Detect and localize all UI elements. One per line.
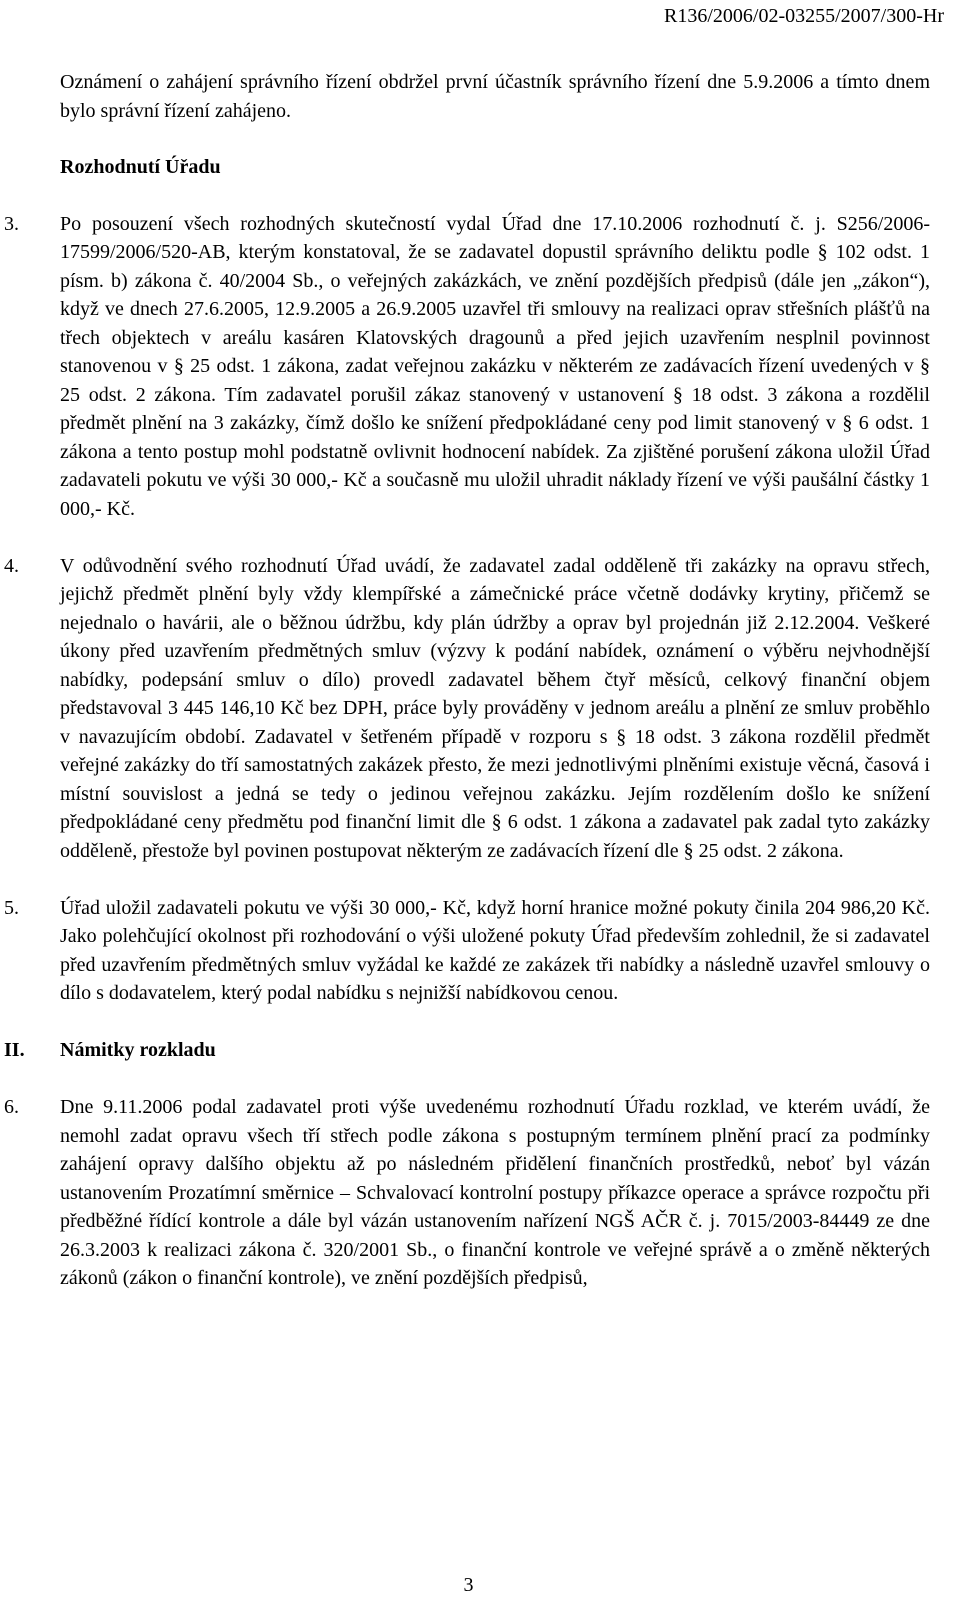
numbered-paragraph-5 [4,894,930,1008]
intro-paragraph: Oznámení o zahájení správního řízení obdržel první účastník správního řízení dne 5.9.2006 a tímto dnem bylo správní řízení zahájeno. [60,71,930,122]
paragraph-number: 3. [4,212,19,235]
section-number: II. [4,1039,25,1061]
numbered-paragraph-4 [4,552,930,866]
paragraph-text: Dne 9.11.2006 podal zadavatel proti výše uvedenému rozhodnutí Úřadu rozklad, ve kterém uvádí, že nemohl zadat opravu všech tří střech podle zákona s postupným termínem plnění prací za podmínky zahájení opravy dalšího objektu až po následném přidělení finančních prostředků, neboť byl vázán ustanovením Prozatímní směrnice – Schvalovací kontrolní postupy příkazce operace a správce rozpočtu při předběžné řídící kontrole a dále byl vázán ustanovením nařízení NGŠ AČR č. j. 7015/2003-84449 ze dne 26.3.2003 k realizaci zákona č. 320/2001 Sb., o finanční kontrole ve veřejné správě a o změně některých zákonů (zákon o finanční kontrole), ve znění pozdějších předpisů, [60,1096,930,1289]
page-number: 3 [463,1574,474,1596]
numbered-paragraph-6 [4,1093,930,1293]
document-body [4,68,930,1321]
numbered-paragraph-3 [4,210,930,524]
section-heading [4,1036,930,1065]
paragraph-number: 5. [4,896,19,919]
paragraph-number: 4. [4,554,19,577]
paragraph-text: Po posouzení všech rozhodných skutečností vydal Úřad dne 17.10.2006 rozhodnutí č. j. S256/2006-17599/2006/520-AB, kterým konstatoval, že se zadavatel dopustil správního deliktu podle § 102 odst. 1 písm. b) zákona č. 40/2004 Sb., o veřejných zakázkách, ve znění pozdějších předpisů (dále jen „zákon“), když ve dnech 27.6.2005, 12.9.2005 a 26.9.2005 uzavřel tři smlouvy na realizaci oprav střešních plášťů na třech objektech v areálu kasáren Klatovských dragounů a před jejich uzavřením nesplnil povinnost stanovenou v § 25 odst. 1 zákona, zadat veřejnou zakázku v některém ze zadávacích řízení uvedených v § 25 odst. 2 zákona. Tím zadavatel porušil zákaz stanovený v ustanovení § 18 odst. 3 zákona a rozdělil předmět plnění na 3 zakázky, čímž došlo ke snížení předpokládané ceny pod limit stanovený v § 6 odst. 1 zákona a tento postup mohl podstatně ovlivnit hodnocení nabídek. Za zjištěné porušení zákona uložil Úřad zadavateli pokutu ve výši 30 000,- Kč a současně mu uložil uhradit náklady řízení ve výši paušální částky 1 000,- Kč. [60,212,930,520]
document-reference-number: R136/2006/02-03255/2007/300-Hr [664,5,944,27]
paragraph-number: 6. [4,1096,19,1118]
subheading: Rozhodnutí Úřadu [60,156,221,178]
paragraph-text: V odůvodnění svého rozhodnutí Úřad uvádí, že zadavatel zadal odděleně tři zakázky na opravu střech, jejichž předmět plnění byly vždy klempířské a zámečnické práce včetně dodávky krytiny, přičemž se nejednalo o havárii, ale o běžnou údržbu, kdy plán údržby a oprav byl projednán již 2.12.2004. Veškeré úkony před uzavřením předmětných smluv (výzvy k podání nabídek, oznámení o výběru nejvhodnější nabídky, podepsání smluv o dílo) provedl zadavatel během čtyř měsíců, celkový finanční objem představoval 3 445 146,10 Kč bez DPH, práce byly prováděny v jednom areálu a plnění ze smluv proběhlo v navazujícím období. Zadavatel v šetřeném případě v rozporu s § 18 odst. 3 zákona rozdělil předmět veřejné zakázky do tří samostatných zakázek přesto, že mezi jednotlivými plněními existuje věcná, časová i místní souvislost a jedná se tedy o jedinou veřejnou zakázku. Jejím rozdělením došlo ke snížení předpokládané ceny předmětu pod finanční limit dle § 6 odst. 1 zákona a zadavatel pak zadal tyto zakázky odděleně, přestože byl povinen postupovat některým ze zadávacích řízení dle § 25 odst. 2 zákona. [60,554,930,862]
section-title: Námitky rozkladu [60,1039,216,1061]
paragraph-text: Úřad uložil zadavateli pokutu ve výši 30 000,- Kč, když horní hranice možné pokuty činila 204 986,20 Kč. Jako polehčující okolnost při rozhodování o výši uložené pokuty Úřad především zohlednil, že si zadavatel před uzavřením předmětných smluv vyžádal ke každé ze zakázek tři nabídky a následně uzavřel smlouvy o dílo s dodavatelem, který podal nabídku s nejnižší nabídkovou cenou. [60,896,930,1004]
